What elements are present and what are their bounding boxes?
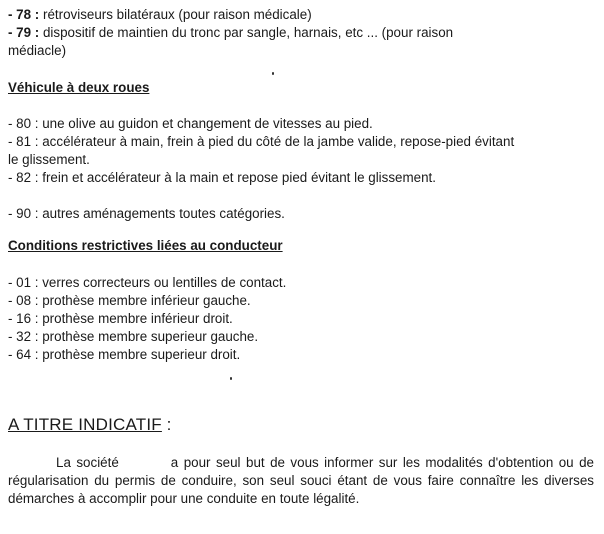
list-item-32: - 32 : prothèse membre superieur gauche. (8, 329, 259, 344)
list-item-82: - 82 : frein et accélérateur à la main et repose pied évitant le glissement. (8, 170, 436, 185)
two-wheel-list (8, 115, 596, 187)
info-paragraph-company: La société (56, 455, 119, 470)
driver-heading-block (8, 237, 596, 255)
two-wheel-heading-block (8, 79, 596, 97)
top-list (8, 6, 596, 60)
list-item-81: - 81 : accélérateur à main, frein à pied du côté de la jambe valide, repose-pied évitant (8, 134, 515, 149)
list-item-79-continuation: médiacle) (8, 43, 67, 58)
section-heading-two-wheel: Véhicule à deux roues (8, 80, 150, 95)
info-paragraph-body: a pour seul but de vous informer sur les modalités d'obtention ou de régularisation du permis de conduire, son seul souci étant de vous faire connaître les diverses démarches à accomplir pour une conduite en toute légalité. (8, 455, 594, 506)
driver-list (8, 274, 596, 364)
list-item-64: - 64 : prothèse membre superieur droit. (8, 347, 241, 362)
item-text-78: rétroviseurs bilatéraux (pour raison médicale) (39, 7, 312, 22)
item-code-79: - 79 : (8, 25, 40, 40)
section-heading-driver: Conditions restrictives liées au conducteur (8, 238, 283, 253)
scan-speck (272, 72, 274, 75)
info-heading-block (8, 414, 596, 436)
other-item-block (8, 205, 596, 223)
list-item-90: - 90 : autres aménagements toutes catégories. (8, 206, 285, 221)
item-text-79: dispositif de maintien du tronc par sangle, harnais, etc ... (pour raison (39, 25, 454, 40)
list-item-80: - 80 : une olive au guidon et changement de vitesses au pied. (8, 116, 373, 131)
info-paragraph (8, 454, 594, 508)
info-heading: A TITRE INDICATIF (8, 415, 162, 434)
list-item-78 (8, 6, 596, 24)
item-code-78: - 78 : (8, 7, 40, 22)
scan-speck (230, 377, 232, 380)
list-item-16: - 16 : prothèse membre inférieur droit. (8, 311, 233, 326)
list-item-79 (8, 24, 596, 42)
list-item-01: - 01 : verres correcteurs ou lentilles de contact. (8, 275, 287, 290)
info-heading-colon: : (161, 415, 172, 434)
list-item-08: - 08 : prothèse membre inférieur gauche. (8, 293, 251, 308)
list-item-81-continuation: le glissement. (8, 152, 90, 167)
